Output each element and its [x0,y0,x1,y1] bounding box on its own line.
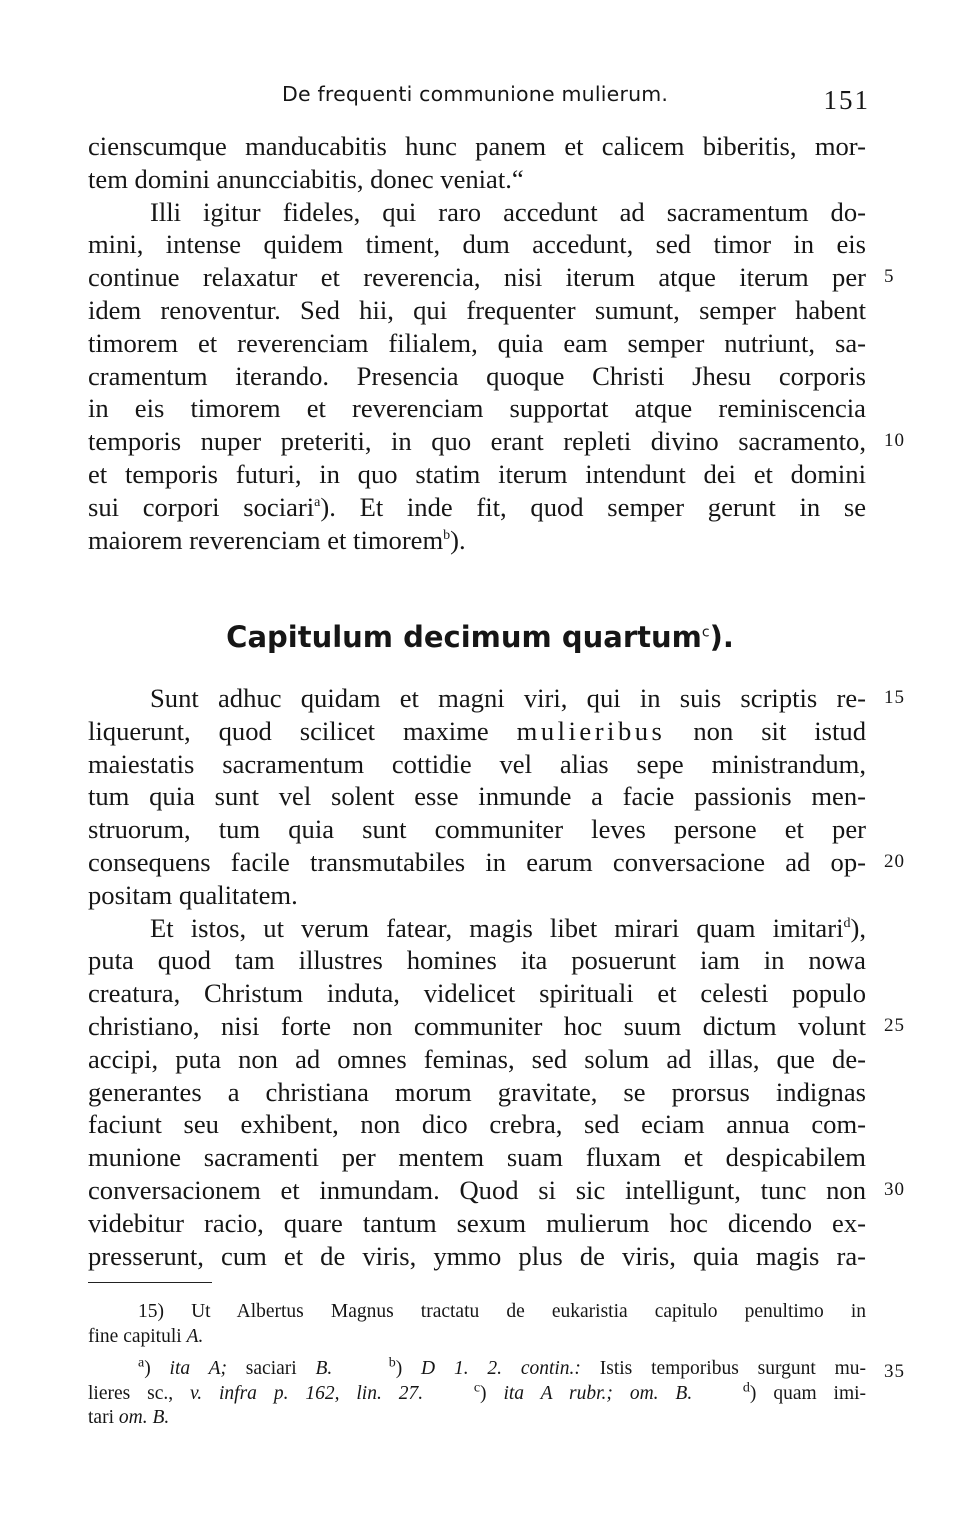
text-line [88,1010,905,1043]
footnote-marker: b [388,1355,396,1371]
text-line: mini, intense quidem timent, dum accedunt, sed timor in eis [88,229,866,260]
text-fragment: liquerunt, quod scilicet maxime [88,715,517,746]
text-line [88,912,866,945]
text-line: timorem et reverenciam filialem, quia eam semper nutriunt, sa- [88,327,866,358]
text-line [88,524,866,557]
text-fragment: non sit istud [665,715,866,746]
text-fragment: tari [88,1407,119,1428]
text-line [88,491,866,524]
footnote-marker: d [843,915,851,931]
page-number: 151 [823,85,870,115]
text-fragment: ) [395,1358,422,1379]
text-line-content: Sunt adhuc quidam et magni viri, qui in suis scriptis re- [150,683,866,713]
text-line [88,1174,905,1207]
text-fragment: ). [450,524,466,555]
text-fragment: ), [850,912,866,943]
text-line: accipi, puta non ad omnes feminas, sed solum ad illas, que de- [88,1043,866,1074]
footnote-line [88,1325,866,1350]
text-fragment: sui corpori sociari [88,491,315,522]
text-line: struorum, tum quia sunt communiter leves persone et per [88,814,866,845]
text-line: idem renoventur. Sed hii, qui frequenter sumunt, semper habent [88,294,866,325]
footnote-marker: b [443,527,451,543]
text-fragment: Et istos, ut verum fatear, magis libet mirari quam imitari [150,912,844,943]
text-line: presserunt, cum et de viris, ymmo plus de viris, quia magis ra- [88,1240,866,1271]
footnote-line [88,1382,866,1407]
spaced-emphasis: mulieribus [516,715,666,746]
text-line: puta quod tam illustres homines ita posuerunt iam in nowa [88,945,866,976]
text-line: cramentum iterando. Presencia quoque Christi Jhesu corporis [88,360,866,391]
text-line: positam qualitatem. [88,879,298,910]
footnote-line: 15) Ut Albertus Magnus tractatu de eukaristia capitulo penultimo in [138,1301,866,1322]
text-line: maiestatis sacramentum cottidie vel alias sepe ministrandum, [88,748,866,779]
footnote-marker: c [473,1380,481,1395]
line-number: 30 [884,1178,905,1200]
text-line: creatura, Christum induta, videlicet spirituali et celesti populo [88,978,866,1009]
running-header [90,80,870,114]
chapter-heading [0,620,960,654]
text-line: tem domini anuncciabitis, donec veniat.“ [88,163,524,194]
footnote-marker: a [314,494,321,510]
text-fragment: ) [144,1358,170,1379]
text-fragment: saciari [226,1358,316,1379]
text-line: tum quia sunt vel solent esse inmunde a facie passionis men- [88,781,866,812]
line-number: 5 [884,266,895,288]
italic-text: D 1. 2. contin.: [421,1358,581,1379]
italic-text: ita A rubr.; om. B. [503,1382,693,1404]
text-fragment: ) quam imi- [749,1382,867,1404]
running-title: De frequenti communione mulierum. [282,82,669,106]
text-block-chapter [88,682,905,1272]
italic-text: v. infra p. 162, lin. 27. [190,1382,424,1404]
text-line-content: christiano, nisi forte non communiter hoc suum dictum volunt [88,1010,866,1041]
text-line: videbitur racio, quare tantum sexum mulierum hoc dicendo ex- [88,1207,866,1238]
text-fragment: ). Et inde fit, quod semper gerunt in se [320,491,866,522]
chapter-title: Capitulum decimum quartum [226,620,702,654]
text-line [88,715,866,748]
text-block-top [88,130,905,556]
text-line: generantes a christiana morum gravitate, se prorsus indignas [88,1076,866,1107]
text-line: et temporis futuri, in quo statim iterum intendunt dei et domini [88,458,866,489]
text-line: munione sacramenti per mentem suam fluxam et despicabilem [88,1142,866,1173]
line-number: 15 [884,687,905,708]
text-line: in eis timorem et reverenciam supportat atque reminiscencia [88,393,866,424]
text-fragment: Istis temporibus surgunt mu- [580,1358,866,1379]
text-line [88,425,905,458]
text-line: cienscumque manducabitis hunc panem et calicem biberitis, mor- [88,131,866,161]
text-line [88,261,895,294]
line-number: 35 [884,1361,905,1382]
text-fragment: fine capituli [88,1325,187,1347]
italic-text: ita A; [169,1358,227,1379]
text-line [88,682,905,715]
text-line-content: continue relaxatur et reverencia, nisi iterum atque iterum per [88,262,866,293]
text-line: Illi igitur fideles, qui raro accedunt ad sacramentum do- [150,196,866,227]
text-line-content: consequens facile transmutabiles in earum conversacione ad op- [88,846,866,877]
footnote-marker: d [742,1380,750,1395]
text-line [88,846,905,879]
text-line-content: conversacionem et inmundam. Quod si sic intelligunt, tunc non [88,1174,866,1205]
footnotes [88,1300,905,1431]
heading-close: ). [709,620,734,654]
line-number: 20 [884,850,905,872]
text-line-content: temporis nuper preteriti, in quo erant repleti divino sacramento, [88,426,866,457]
italic-text: B. [315,1358,333,1379]
text-fragment: maiorem reverenciam et timorem [88,524,444,555]
text-fragment: ) [480,1382,504,1404]
text-line: faciunt seu exhibent, non dico crebra, sed eciam annua com- [88,1109,866,1140]
footnote-marker: c [701,624,710,641]
italic-text: om. B. [118,1407,170,1428]
footnote-divider [88,1282,212,1283]
italic-text: A. [186,1325,204,1347]
line-number: 25 [884,1014,905,1036]
footnote-line [88,1406,866,1431]
footnote-line [88,1355,905,1382]
text-fragment: lieres sc., [88,1382,191,1404]
footnote-marker: a [138,1355,145,1371]
line-number: 10 [884,430,905,452]
